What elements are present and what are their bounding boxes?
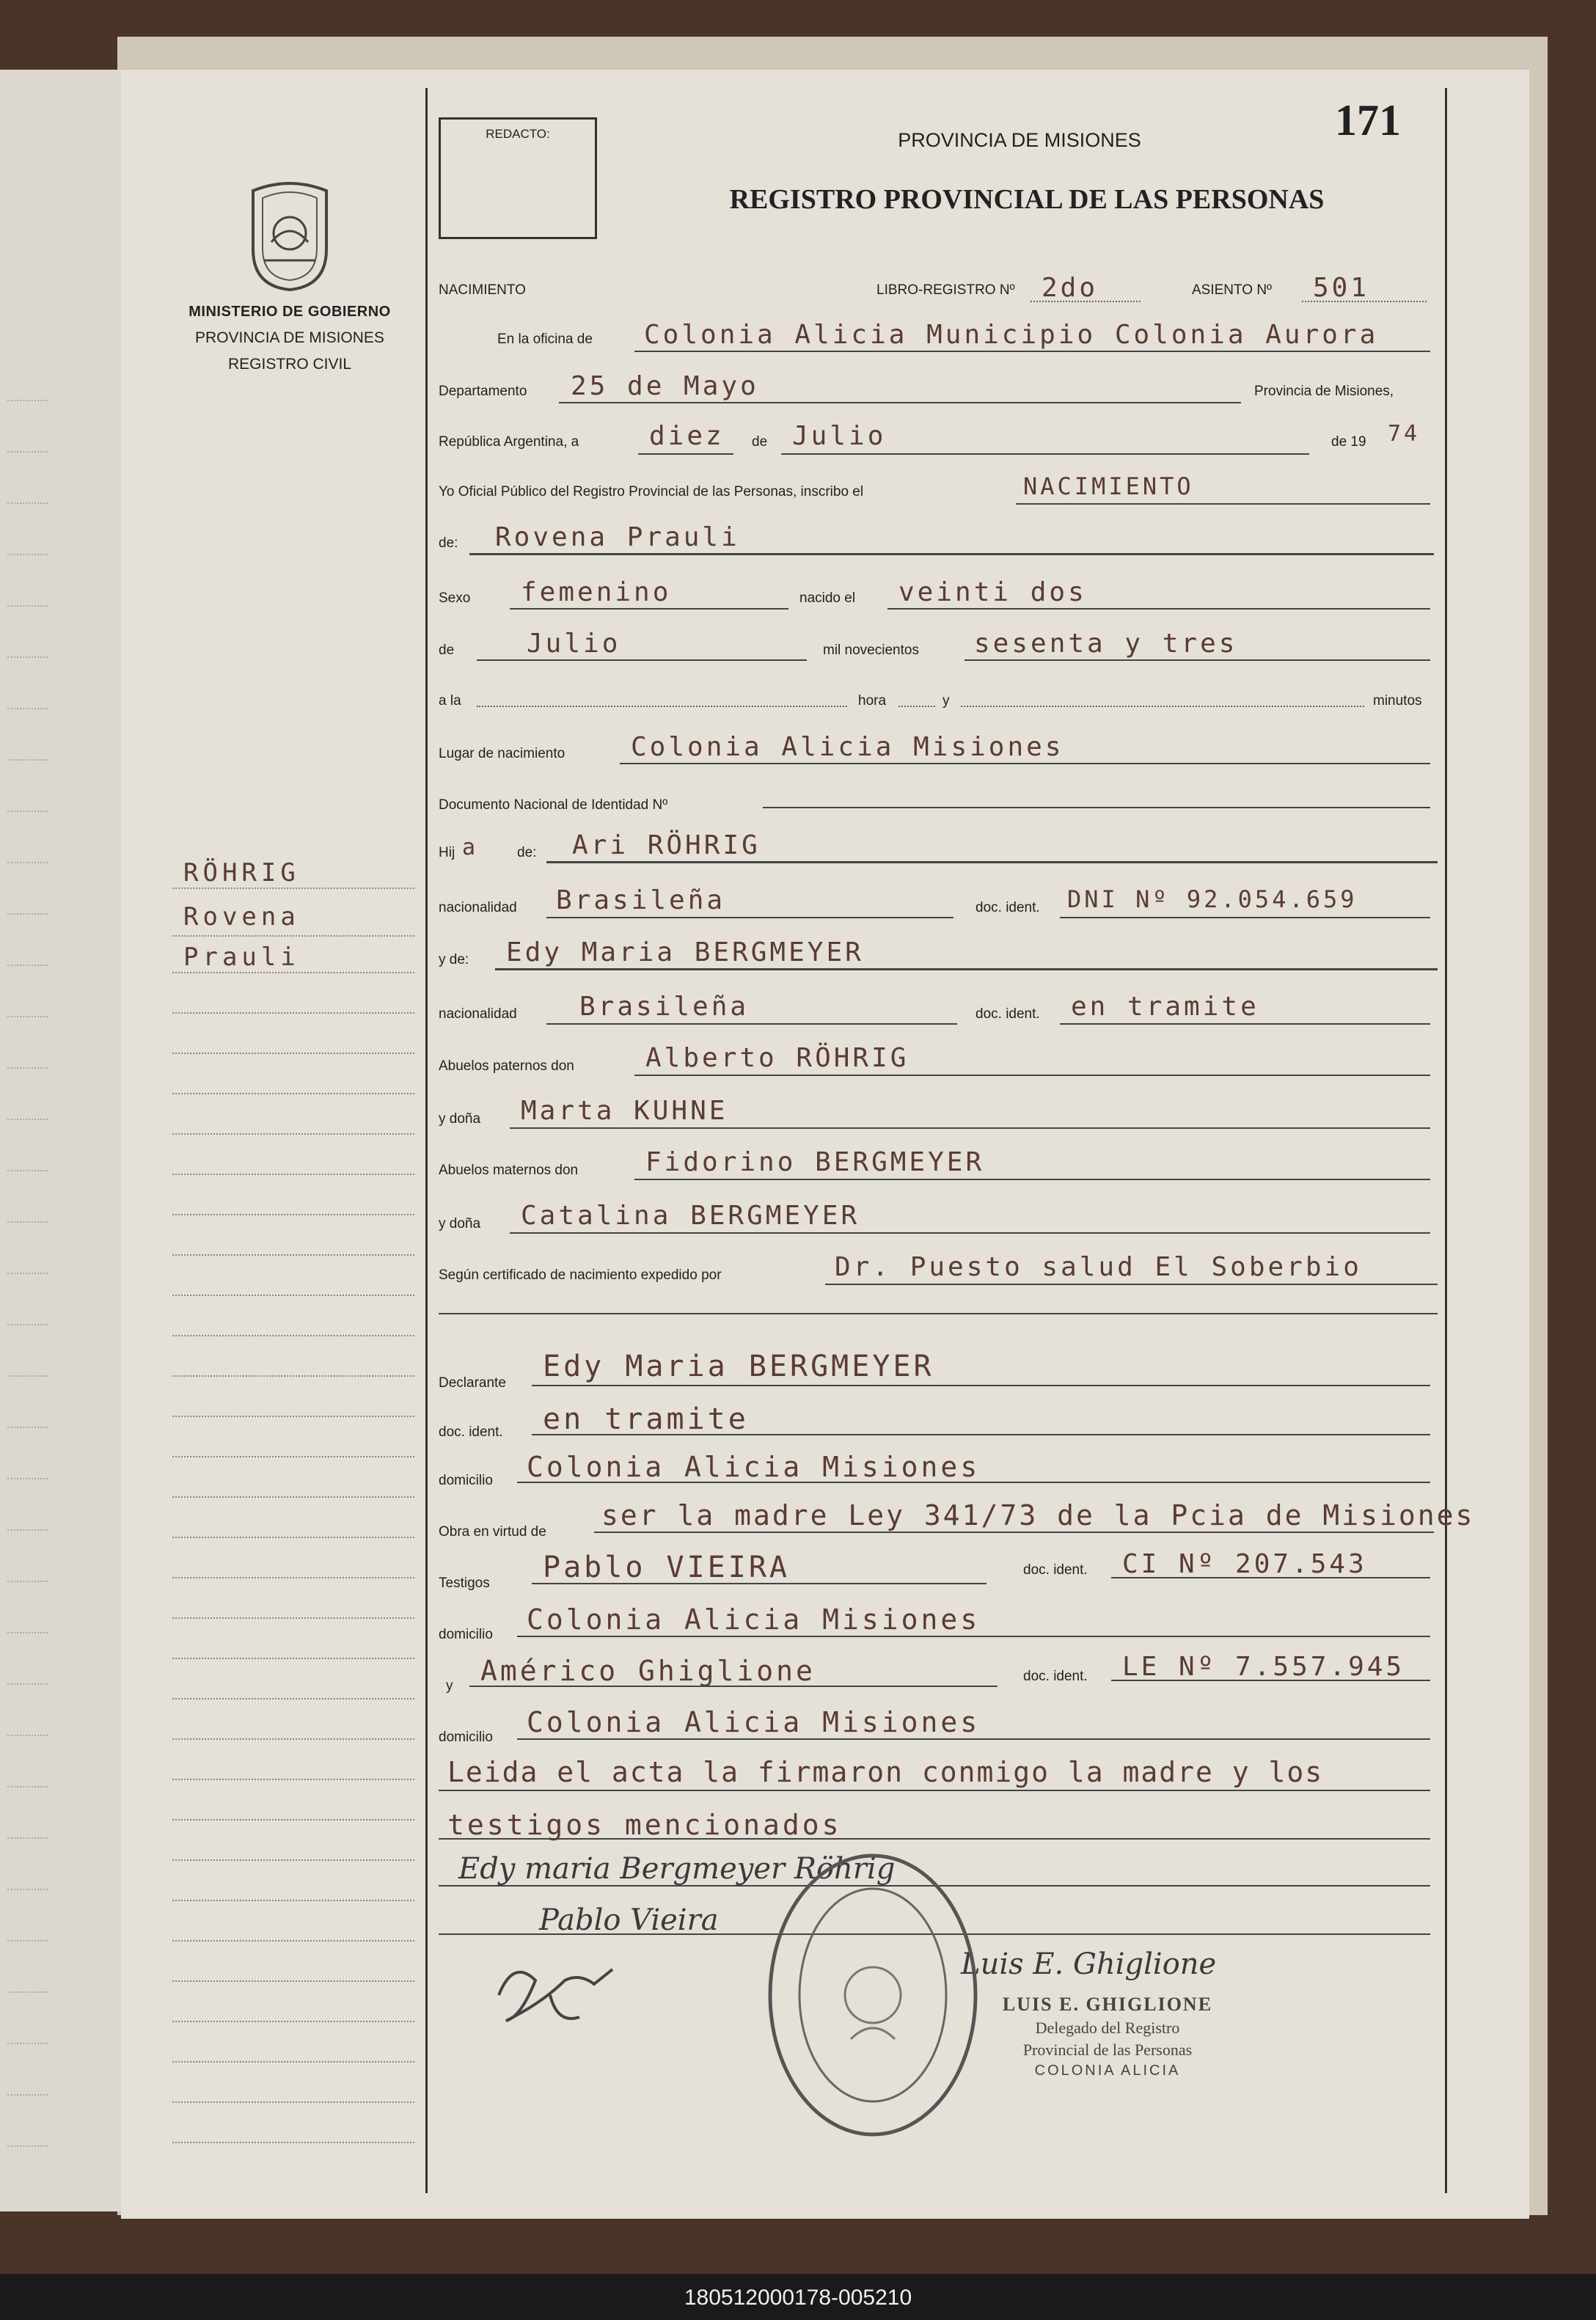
redacto-box xyxy=(439,117,597,239)
label-abuelos-maternos: Abuelos maternos don xyxy=(439,1163,579,1178)
departamento-value: 25 de Mayo xyxy=(571,371,759,401)
oficina-value: Colonia Alicia Municipio Colonia Aurora xyxy=(644,320,1379,350)
label-republica: República Argentina, a xyxy=(439,434,579,450)
label-de-padre: de: xyxy=(517,845,537,860)
label-de-nombre: de: xyxy=(439,535,458,551)
margin-rule-right xyxy=(1445,88,1447,2193)
label-abuelos-paternos: Abuelos paternos don xyxy=(439,1058,574,1074)
margin-rule-left xyxy=(425,88,428,2193)
label-y-dona-2: y doña xyxy=(439,1216,481,1232)
mes-value: Julio xyxy=(792,421,887,451)
provincial-seal-icon xyxy=(242,176,337,293)
label-hij: Hij xyxy=(439,845,455,860)
label-hora: hora xyxy=(858,693,887,709)
label-lugar: Lugar de nacimiento xyxy=(439,746,565,761)
previous-page-edge xyxy=(0,70,121,2211)
label-asiento: ASIENTO Nº xyxy=(1192,282,1272,298)
stamp-office: Provincial de las Personas xyxy=(1022,2041,1193,2059)
closing-line-2: testigos mencionados xyxy=(447,1809,842,1841)
nacionalidad-2-value: Brasileña xyxy=(579,992,750,1022)
dia-value: diez xyxy=(649,421,725,451)
label-minutos: minutos xyxy=(1373,693,1422,709)
label-provincia: Provincia de Misiones, xyxy=(1254,384,1394,399)
margin-surname: RÖHRIG xyxy=(183,858,300,888)
nacido-year-value: sesenta y tres xyxy=(974,629,1238,659)
label-declarante: Declarante xyxy=(439,1375,506,1391)
doc-testigo-2-value: LE Nº 7.557.945 xyxy=(1122,1652,1405,1682)
label-departamento: Departamento xyxy=(439,384,527,399)
stamp-location: COLONIA ALICIA xyxy=(1034,2063,1181,2079)
libro-value: 2do xyxy=(1042,273,1099,303)
nacido-dia-value: veinti dos xyxy=(898,577,1087,607)
margin-second-name: Prauli xyxy=(183,943,300,972)
stamp-name: LUIS E. GHIGLIONE xyxy=(1002,1994,1213,2015)
sexo-value: femenino xyxy=(521,577,672,607)
ministry-title: MINISTERIO DE GOBIERNO xyxy=(188,304,391,320)
label-domicilio-3: domicilio xyxy=(439,1730,493,1745)
officer-stamp xyxy=(975,1994,1240,2079)
hij-suffix: a xyxy=(462,835,479,860)
label-y-de: y de: xyxy=(439,952,469,967)
image-id: 180512000178-005210 xyxy=(684,2286,912,2310)
label-mil: mil novecientos xyxy=(823,643,919,658)
footer-bar xyxy=(0,2274,1596,2320)
label-inscribo: Yo Oficial Público del Registro Provincial de las Personas, inscribo el xyxy=(439,484,864,500)
nacionalidad-1-value: Brasileña xyxy=(556,885,726,915)
signature-mother: Edy maria Bergmeyer Röhrig xyxy=(458,1852,896,1886)
declarante-value: Edy Maria BERGMEYER xyxy=(543,1350,934,1383)
abuela-materna-value: Catalina BERGMEYER xyxy=(521,1201,860,1231)
ministry-block xyxy=(154,176,425,373)
label-doc-2: doc. ident. xyxy=(975,1006,1040,1022)
label-dni: Documento Nacional de Identidad Nº xyxy=(439,797,668,813)
doc-1-value: DNI Nº 92.054.659 xyxy=(1067,885,1358,913)
label-doc-testigo-1: doc. ident. xyxy=(1023,1562,1088,1578)
padre-value: Ari RÖHRIG xyxy=(572,830,761,860)
label-nacido: nacido el xyxy=(799,590,856,606)
obra-value: ser la madre Ley 341/73 de la Pcia de Misiones xyxy=(601,1499,1475,1532)
margin-given-name: Rovena xyxy=(183,902,300,932)
doc-declarante-value: en tramite xyxy=(543,1402,749,1436)
label-de-nacido: de xyxy=(439,643,455,658)
label-de-year: de 19 xyxy=(1331,434,1366,450)
label-testigos: Testigos xyxy=(439,1576,490,1591)
label-nacionalidad-1: nacionalidad xyxy=(439,900,517,915)
header-title: REGISTRO PROVINCIAL DE LAS PERSONAS xyxy=(729,184,1325,215)
closing-line-1: Leida el acta la firmaron conmigo la madre y los xyxy=(447,1756,1324,1788)
label-sexo: Sexo xyxy=(439,590,471,606)
label-y: y xyxy=(942,693,950,709)
label-de-mes: de xyxy=(752,434,768,450)
label-a-la: a la xyxy=(439,693,461,709)
testigo-2-value: Américo Ghiglione xyxy=(480,1655,816,1687)
lugar-value: Colonia Alicia Misiones xyxy=(631,732,1064,762)
header-province: PROVINCIA DE MISIONES xyxy=(898,129,1141,151)
registry-seal-icon xyxy=(763,1848,983,2142)
abuela-paterna-value: Marta KUHNE xyxy=(521,1096,728,1126)
inscribo-value: NACIMIENTO xyxy=(1023,472,1194,500)
domicilio-1-value: Colonia Alicia Misiones xyxy=(527,1451,981,1483)
label-oficina: En la oficina de xyxy=(497,332,593,347)
certificado-value: Dr. Puesto salud El Soberbio xyxy=(835,1252,1362,1282)
signature-officer: Luis E. Ghiglione xyxy=(961,1947,1217,1981)
label-doc-testigo-2: doc. ident. xyxy=(1023,1669,1088,1684)
page-number: 171 xyxy=(1335,96,1401,144)
doc-2-value: en tramite xyxy=(1071,992,1259,1022)
nacido-mes-value: Julio xyxy=(527,629,621,659)
abuelo-paterno-value: Alberto RÖHRIG xyxy=(645,1043,909,1073)
doc-testigo-1-value: CI Nº 207.543 xyxy=(1122,1549,1367,1579)
registry-office: REGISTRO CIVIL xyxy=(227,356,352,373)
province-name: PROVINCIA DE MISIONES xyxy=(195,329,384,346)
testigo-1-value: Pablo VIEIRA xyxy=(543,1551,790,1584)
label-domicilio-2: domicilio xyxy=(439,1627,493,1642)
year-value: 74 xyxy=(1388,421,1421,447)
label-libro: LIBRO-REGISTRO Nº xyxy=(876,282,1015,298)
asiento-value: 501 xyxy=(1313,273,1370,303)
label-obra: Obra en virtud de xyxy=(439,1524,546,1540)
signature-witness-1: Pablo Vieira xyxy=(539,1903,719,1937)
label-doc-declarante: doc. ident. xyxy=(439,1424,503,1440)
stamp-role: Delegado del Registro xyxy=(1035,2019,1180,2037)
madre-value: Edy Maria BERGMEYER xyxy=(506,937,864,967)
label-domicilio-1: domicilio xyxy=(439,1473,493,1488)
label-doc-1: doc. ident. xyxy=(975,900,1040,915)
label-y-testigo: y xyxy=(446,1678,453,1694)
redacto-label: REDACTO: xyxy=(486,127,550,141)
label-certificado: Según certificado de nacimiento expedido por xyxy=(439,1267,722,1283)
label-nacionalidad-2: nacionalidad xyxy=(439,1006,517,1022)
signature-witness-2-icon xyxy=(484,1951,631,2032)
abuelo-materno-value: Fidorino BERGMEYER xyxy=(645,1147,985,1177)
label-nacimiento: NACIMIENTO xyxy=(439,282,526,298)
domicilio-3-value: Colonia Alicia Misiones xyxy=(527,1706,981,1738)
domicilio-2-value: Colonia Alicia Misiones xyxy=(527,1603,981,1636)
label-y-dona-1: y doña xyxy=(439,1111,481,1127)
nombre-value: Rovena Prauli xyxy=(495,522,740,552)
